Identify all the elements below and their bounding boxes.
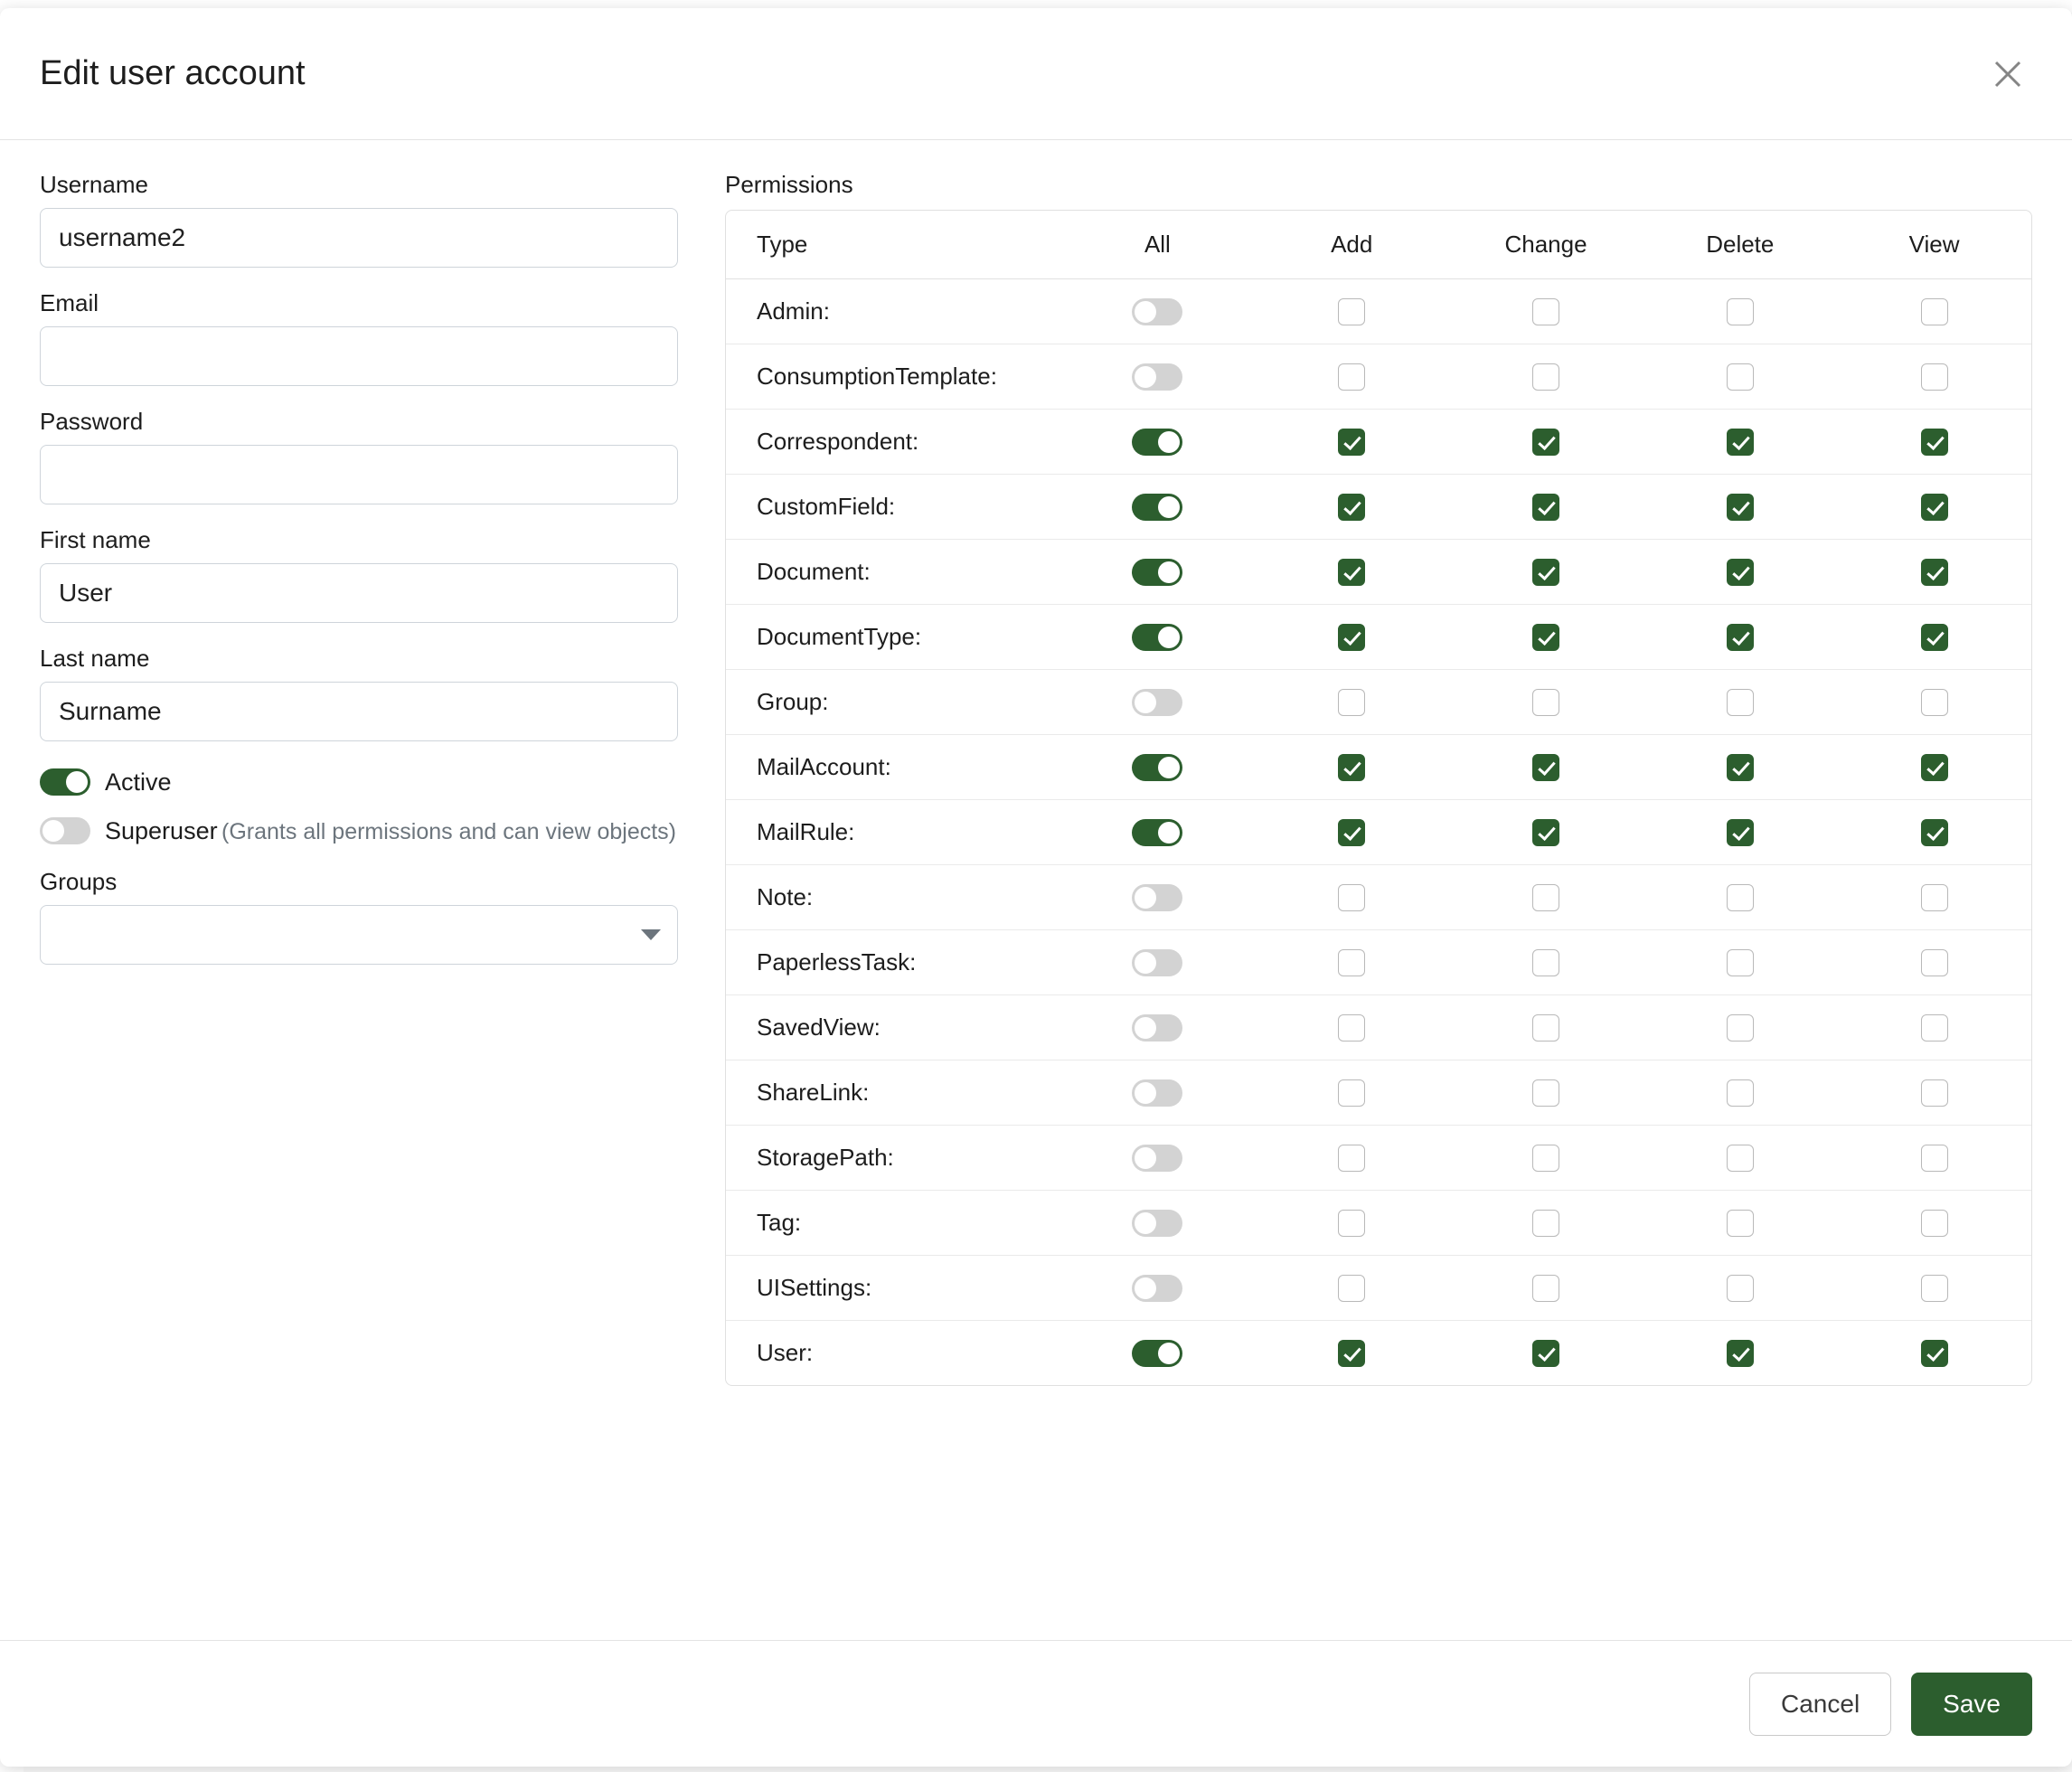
permission-view-checkbox-cell bbox=[1837, 475, 2031, 540]
permission-add-checkbox[interactable] bbox=[1338, 1340, 1365, 1367]
permission-add-checkbox-cell bbox=[1255, 1060, 1449, 1126]
permission-add-checkbox[interactable] bbox=[1338, 1014, 1365, 1042]
permission-view-checkbox-cell bbox=[1837, 1126, 2031, 1191]
table-row bbox=[726, 930, 2031, 995]
column-header-delete: Delete bbox=[1643, 211, 1837, 279]
username-label: Username bbox=[40, 171, 148, 198]
permission-view-checkbox[interactable] bbox=[1921, 689, 1948, 716]
password-field[interactable] bbox=[40, 445, 678, 504]
permission-change-checkbox-cell bbox=[1449, 605, 1643, 670]
permission-type-label: MailRule: bbox=[726, 800, 1060, 865]
permission-view-checkbox[interactable] bbox=[1921, 949, 1948, 976]
permission-add-checkbox-cell bbox=[1255, 1191, 1449, 1256]
username-input[interactable] bbox=[40, 208, 678, 268]
permission-all-toggle[interactable] bbox=[1132, 689, 1182, 716]
permission-delete-checkbox-cell bbox=[1643, 540, 1837, 605]
permission-change-checkbox-cell bbox=[1449, 1256, 1643, 1321]
permission-view-checkbox-cell bbox=[1837, 670, 2031, 735]
permission-change-checkbox-cell bbox=[1449, 475, 1643, 540]
permission-change-checkbox-cell bbox=[1449, 1321, 1643, 1386]
permission-change-checkbox-cell bbox=[1449, 1191, 1643, 1256]
permission-delete-checkbox[interactable] bbox=[1727, 754, 1754, 781]
groups-select[interactable] bbox=[40, 905, 678, 965]
column-header-change: Change bbox=[1449, 211, 1643, 279]
permission-add-checkbox-cell bbox=[1255, 800, 1449, 865]
permission-delete-checkbox[interactable] bbox=[1727, 1210, 1754, 1237]
permission-delete-checkbox-cell bbox=[1643, 410, 1837, 475]
permission-view-checkbox[interactable] bbox=[1921, 1340, 1948, 1367]
permission-all-cell bbox=[1060, 1321, 1255, 1386]
first-name-label: First name bbox=[40, 526, 151, 553]
permission-change-checkbox[interactable] bbox=[1532, 1275, 1559, 1302]
permission-add-checkbox[interactable] bbox=[1338, 363, 1365, 391]
active-toggle-row bbox=[40, 763, 682, 801]
table-row bbox=[726, 475, 2031, 540]
permissions-title: Permissions bbox=[725, 171, 853, 198]
permission-delete-checkbox[interactable] bbox=[1727, 1079, 1754, 1107]
permission-delete-checkbox-cell bbox=[1643, 735, 1837, 800]
permission-add-checkbox[interactable] bbox=[1338, 1145, 1365, 1172]
email-label: Email bbox=[40, 289, 99, 316]
permission-type-label: CustomField: bbox=[726, 475, 1060, 540]
permission-add-checkbox-cell bbox=[1255, 475, 1449, 540]
permissions-header-row bbox=[726, 211, 2031, 279]
permission-view-checkbox-cell bbox=[1837, 279, 2031, 344]
permission-view-checkbox[interactable] bbox=[1921, 819, 1948, 846]
permission-all-toggle[interactable] bbox=[1132, 1210, 1182, 1237]
permissions-section bbox=[725, 171, 2032, 1622]
permission-all-cell bbox=[1060, 800, 1255, 865]
permission-all-toggle[interactable] bbox=[1132, 1275, 1182, 1302]
permission-delete-checkbox[interactable] bbox=[1727, 559, 1754, 586]
permission-all-toggle[interactable] bbox=[1132, 1145, 1182, 1172]
permission-view-checkbox-cell bbox=[1837, 930, 2031, 995]
permission-add-checkbox-cell bbox=[1255, 995, 1449, 1060]
table-row bbox=[726, 995, 2031, 1060]
permission-view-checkbox-cell bbox=[1837, 1321, 2031, 1386]
permission-delete-checkbox[interactable] bbox=[1727, 884, 1754, 911]
table-row bbox=[726, 865, 2031, 930]
edit-user-account-dialog bbox=[0, 8, 2072, 1767]
table-row bbox=[726, 344, 2031, 410]
permission-view-checkbox[interactable] bbox=[1921, 1145, 1948, 1172]
permission-all-toggle[interactable] bbox=[1132, 298, 1182, 325]
permission-view-checkbox-cell bbox=[1837, 410, 2031, 475]
permission-type-label: Group: bbox=[726, 670, 1060, 735]
permission-view-checkbox[interactable] bbox=[1921, 1210, 1948, 1237]
permission-all-cell bbox=[1060, 995, 1255, 1060]
permission-delete-checkbox[interactable] bbox=[1727, 1340, 1754, 1367]
permission-change-checkbox[interactable] bbox=[1532, 1210, 1559, 1237]
permission-change-checkbox[interactable] bbox=[1532, 884, 1559, 911]
permission-type-label: SavedView: bbox=[726, 995, 1060, 1060]
permission-change-checkbox-cell bbox=[1449, 930, 1643, 995]
permission-add-checkbox[interactable] bbox=[1338, 689, 1365, 716]
permission-add-checkbox[interactable] bbox=[1338, 559, 1365, 586]
permissions-table bbox=[725, 210, 2032, 1386]
permission-all-cell bbox=[1060, 344, 1255, 410]
permission-change-checkbox[interactable] bbox=[1532, 624, 1559, 651]
permission-change-checkbox-cell bbox=[1449, 735, 1643, 800]
permission-change-checkbox[interactable] bbox=[1532, 819, 1559, 846]
permission-delete-checkbox-cell bbox=[1643, 1256, 1837, 1321]
permission-type-label: UISettings: bbox=[726, 1256, 1060, 1321]
permission-all-cell bbox=[1060, 605, 1255, 670]
save-button[interactable]: Save bbox=[1911, 1673, 2032, 1736]
permission-change-checkbox-cell bbox=[1449, 410, 1643, 475]
password-label: Password bbox=[40, 408, 144, 435]
table-row bbox=[726, 1256, 2031, 1321]
permission-view-checkbox[interactable] bbox=[1921, 559, 1948, 586]
permission-delete-checkbox[interactable] bbox=[1727, 819, 1754, 846]
permission-change-checkbox[interactable] bbox=[1532, 689, 1559, 716]
permission-all-toggle[interactable] bbox=[1132, 949, 1182, 976]
permission-view-checkbox-cell bbox=[1837, 865, 2031, 930]
permission-add-checkbox[interactable] bbox=[1338, 1210, 1365, 1237]
permission-all-cell bbox=[1060, 540, 1255, 605]
table-row bbox=[726, 1060, 2031, 1126]
permission-view-checkbox-cell bbox=[1837, 1256, 2031, 1321]
permission-delete-checkbox-cell bbox=[1643, 344, 1837, 410]
user-details-form bbox=[40, 171, 682, 1622]
permission-type-label: Admin: bbox=[726, 279, 1060, 344]
permission-add-checkbox[interactable] bbox=[1338, 624, 1365, 651]
permission-delete-checkbox[interactable] bbox=[1727, 429, 1754, 456]
permission-add-checkbox-cell bbox=[1255, 1126, 1449, 1191]
permission-all-toggle[interactable] bbox=[1132, 884, 1182, 911]
permission-delete-checkbox-cell bbox=[1643, 930, 1837, 995]
permission-add-checkbox-cell bbox=[1255, 605, 1449, 670]
table-row bbox=[726, 279, 2031, 344]
permission-add-checkbox[interactable] bbox=[1338, 298, 1365, 325]
permission-change-checkbox[interactable] bbox=[1532, 494, 1559, 521]
permission-delete-checkbox[interactable] bbox=[1727, 949, 1754, 976]
permission-all-toggle[interactable] bbox=[1132, 494, 1182, 521]
column-header-add: Add bbox=[1255, 211, 1449, 279]
permission-view-checkbox-cell bbox=[1837, 605, 2031, 670]
permission-delete-checkbox[interactable] bbox=[1727, 624, 1754, 651]
superuser-hint: (Grants all permissions and can view objects) bbox=[221, 819, 677, 844]
column-header-all: All bbox=[1060, 211, 1255, 279]
permission-view-checkbox[interactable] bbox=[1921, 298, 1948, 325]
table-row bbox=[726, 800, 2031, 865]
permission-all-cell bbox=[1060, 1126, 1255, 1191]
permission-type-label: DocumentType: bbox=[726, 605, 1060, 670]
permission-change-checkbox[interactable] bbox=[1532, 754, 1559, 781]
permission-view-checkbox[interactable] bbox=[1921, 624, 1948, 651]
column-header-type: Type bbox=[726, 211, 1060, 279]
first-name-input[interactable] bbox=[40, 563, 678, 623]
superuser-toggle[interactable] bbox=[40, 817, 90, 844]
permission-delete-checkbox-cell bbox=[1643, 605, 1837, 670]
permission-change-checkbox[interactable] bbox=[1532, 363, 1559, 391]
permission-change-checkbox[interactable] bbox=[1532, 1145, 1559, 1172]
permission-view-checkbox-cell bbox=[1837, 540, 2031, 605]
permission-all-cell bbox=[1060, 279, 1255, 344]
permission-all-cell bbox=[1060, 1256, 1255, 1321]
permission-delete-checkbox-cell bbox=[1643, 1126, 1837, 1191]
active-toggle-label: Active bbox=[105, 768, 172, 796]
last-name-label: Last name bbox=[40, 645, 150, 672]
permission-type-label: Document: bbox=[726, 540, 1060, 605]
permission-delete-checkbox-cell bbox=[1643, 1191, 1837, 1256]
permission-change-checkbox[interactable] bbox=[1532, 429, 1559, 456]
permission-add-checkbox-cell bbox=[1255, 279, 1449, 344]
permission-view-checkbox-cell bbox=[1837, 995, 2031, 1060]
permission-add-checkbox-cell bbox=[1255, 670, 1449, 735]
superuser-toggle-label: Superuser bbox=[105, 817, 218, 844]
permission-add-checkbox[interactable] bbox=[1338, 429, 1365, 456]
permission-add-checkbox-cell bbox=[1255, 344, 1449, 410]
permission-change-checkbox[interactable] bbox=[1532, 559, 1559, 586]
permission-all-toggle[interactable] bbox=[1132, 754, 1182, 781]
table-row bbox=[726, 1126, 2031, 1191]
permission-type-label: ShareLink: bbox=[726, 1060, 1060, 1126]
permission-type-label: ConsumptionTemplate: bbox=[726, 344, 1060, 410]
close-icon[interactable] bbox=[1983, 50, 2032, 99]
permission-delete-checkbox[interactable] bbox=[1727, 1145, 1754, 1172]
permission-add-checkbox-cell bbox=[1255, 1256, 1449, 1321]
permission-type-label: MailAccount: bbox=[726, 735, 1060, 800]
permission-type-label: Correspondent: bbox=[726, 410, 1060, 475]
permission-all-cell bbox=[1060, 930, 1255, 995]
permission-all-cell bbox=[1060, 670, 1255, 735]
permission-view-checkbox-cell bbox=[1837, 344, 2031, 410]
permission-change-checkbox-cell bbox=[1449, 1060, 1643, 1126]
permission-all-cell bbox=[1060, 1191, 1255, 1256]
permission-change-checkbox-cell bbox=[1449, 344, 1643, 410]
permission-all-toggle[interactable] bbox=[1132, 1340, 1182, 1367]
table-row bbox=[726, 540, 2031, 605]
permission-add-checkbox-cell bbox=[1255, 1321, 1449, 1386]
permission-type-label: Note: bbox=[726, 865, 1060, 930]
permission-all-toggle[interactable] bbox=[1132, 363, 1182, 391]
permission-all-toggle[interactable] bbox=[1132, 1079, 1182, 1107]
column-header-view: View bbox=[1837, 211, 2031, 279]
cancel-button[interactable]: Cancel bbox=[1749, 1673, 1891, 1736]
permission-delete-checkbox-cell bbox=[1643, 1321, 1837, 1386]
permission-view-checkbox[interactable] bbox=[1921, 884, 1948, 911]
permission-change-checkbox-cell bbox=[1449, 670, 1643, 735]
permission-change-checkbox-cell bbox=[1449, 995, 1643, 1060]
permission-all-toggle[interactable] bbox=[1132, 429, 1182, 456]
table-row bbox=[726, 410, 2031, 475]
permission-change-checkbox-cell bbox=[1449, 1126, 1643, 1191]
permission-all-toggle[interactable] bbox=[1132, 819, 1182, 846]
permission-delete-checkbox-cell bbox=[1643, 800, 1837, 865]
permission-view-checkbox-cell bbox=[1837, 800, 2031, 865]
table-row bbox=[726, 670, 2031, 735]
permission-delete-checkbox[interactable] bbox=[1727, 1014, 1754, 1042]
permission-delete-checkbox-cell bbox=[1643, 865, 1837, 930]
permission-add-checkbox[interactable] bbox=[1338, 949, 1365, 976]
permission-add-checkbox[interactable] bbox=[1338, 884, 1365, 911]
permission-add-checkbox[interactable] bbox=[1338, 1079, 1365, 1107]
last-name-input[interactable] bbox=[40, 682, 678, 741]
permission-type-label: PaperlessTask: bbox=[726, 930, 1060, 995]
permission-delete-checkbox[interactable] bbox=[1727, 1275, 1754, 1302]
table-row bbox=[726, 735, 2031, 800]
chevron-down-icon bbox=[641, 929, 661, 940]
permission-change-checkbox-cell bbox=[1449, 865, 1643, 930]
permission-all-cell bbox=[1060, 475, 1255, 540]
table-row bbox=[726, 1321, 2031, 1386]
email-field[interactable] bbox=[40, 326, 678, 386]
permission-view-checkbox[interactable] bbox=[1921, 494, 1948, 521]
permission-change-checkbox[interactable] bbox=[1532, 1014, 1559, 1042]
permission-add-checkbox-cell bbox=[1255, 410, 1449, 475]
table-row bbox=[726, 605, 2031, 670]
permission-change-checkbox[interactable] bbox=[1532, 298, 1559, 325]
permission-view-checkbox[interactable] bbox=[1921, 1275, 1948, 1302]
groups-label: Groups bbox=[40, 868, 118, 895]
permission-add-checkbox[interactable] bbox=[1338, 754, 1365, 781]
permission-change-checkbox-cell bbox=[1449, 279, 1643, 344]
permission-view-checkbox[interactable] bbox=[1921, 1079, 1948, 1107]
permission-add-checkbox-cell bbox=[1255, 735, 1449, 800]
permission-all-cell bbox=[1060, 735, 1255, 800]
permission-view-checkbox[interactable] bbox=[1921, 363, 1948, 391]
superuser-toggle-row bbox=[40, 812, 682, 850]
permission-delete-checkbox[interactable] bbox=[1727, 363, 1754, 391]
dialog-footer bbox=[0, 1640, 2072, 1767]
permission-view-checkbox[interactable] bbox=[1921, 429, 1948, 456]
dialog-header bbox=[0, 8, 2072, 140]
permission-all-cell bbox=[1060, 1060, 1255, 1126]
permission-delete-checkbox-cell bbox=[1643, 1060, 1837, 1126]
permission-all-cell bbox=[1060, 865, 1255, 930]
permission-change-checkbox[interactable] bbox=[1532, 1340, 1559, 1367]
permission-view-checkbox[interactable] bbox=[1921, 1014, 1948, 1042]
permission-change-checkbox-cell bbox=[1449, 540, 1643, 605]
permission-add-checkbox-cell bbox=[1255, 865, 1449, 930]
permission-all-toggle[interactable] bbox=[1132, 559, 1182, 586]
permission-change-checkbox[interactable] bbox=[1532, 1079, 1559, 1107]
permission-delete-checkbox[interactable] bbox=[1727, 298, 1754, 325]
permission-delete-checkbox[interactable] bbox=[1727, 689, 1754, 716]
permission-all-toggle[interactable] bbox=[1132, 1014, 1182, 1042]
permission-view-checkbox-cell bbox=[1837, 735, 2031, 800]
permission-add-checkbox[interactable] bbox=[1338, 494, 1365, 521]
permission-all-cell bbox=[1060, 410, 1255, 475]
permission-add-checkbox[interactable] bbox=[1338, 819, 1365, 846]
permission-change-checkbox[interactable] bbox=[1532, 949, 1559, 976]
dialog-body bbox=[0, 140, 2072, 1640]
page-title: Edit user account bbox=[40, 54, 306, 92]
permission-type-label: Tag: bbox=[726, 1191, 1060, 1256]
permission-delete-checkbox-cell bbox=[1643, 279, 1837, 344]
permission-view-checkbox[interactable] bbox=[1921, 754, 1948, 781]
active-toggle[interactable] bbox=[40, 768, 90, 796]
permission-delete-checkbox-cell bbox=[1643, 670, 1837, 735]
permission-delete-checkbox-cell bbox=[1643, 475, 1837, 540]
permission-delete-checkbox-cell bbox=[1643, 995, 1837, 1060]
permission-add-checkbox[interactable] bbox=[1338, 1275, 1365, 1302]
permission-view-checkbox-cell bbox=[1837, 1191, 2031, 1256]
table-row bbox=[726, 1191, 2031, 1256]
permission-type-label: User: bbox=[757, 1339, 814, 1366]
permission-view-checkbox-cell bbox=[1837, 1060, 2031, 1126]
permission-add-checkbox-cell bbox=[1255, 930, 1449, 995]
permission-type-label: StoragePath: bbox=[726, 1126, 1060, 1191]
permission-change-checkbox-cell bbox=[1449, 800, 1643, 865]
permission-add-checkbox-cell bbox=[1255, 540, 1449, 605]
permission-delete-checkbox[interactable] bbox=[1727, 494, 1754, 521]
permission-all-toggle[interactable] bbox=[1132, 624, 1182, 651]
